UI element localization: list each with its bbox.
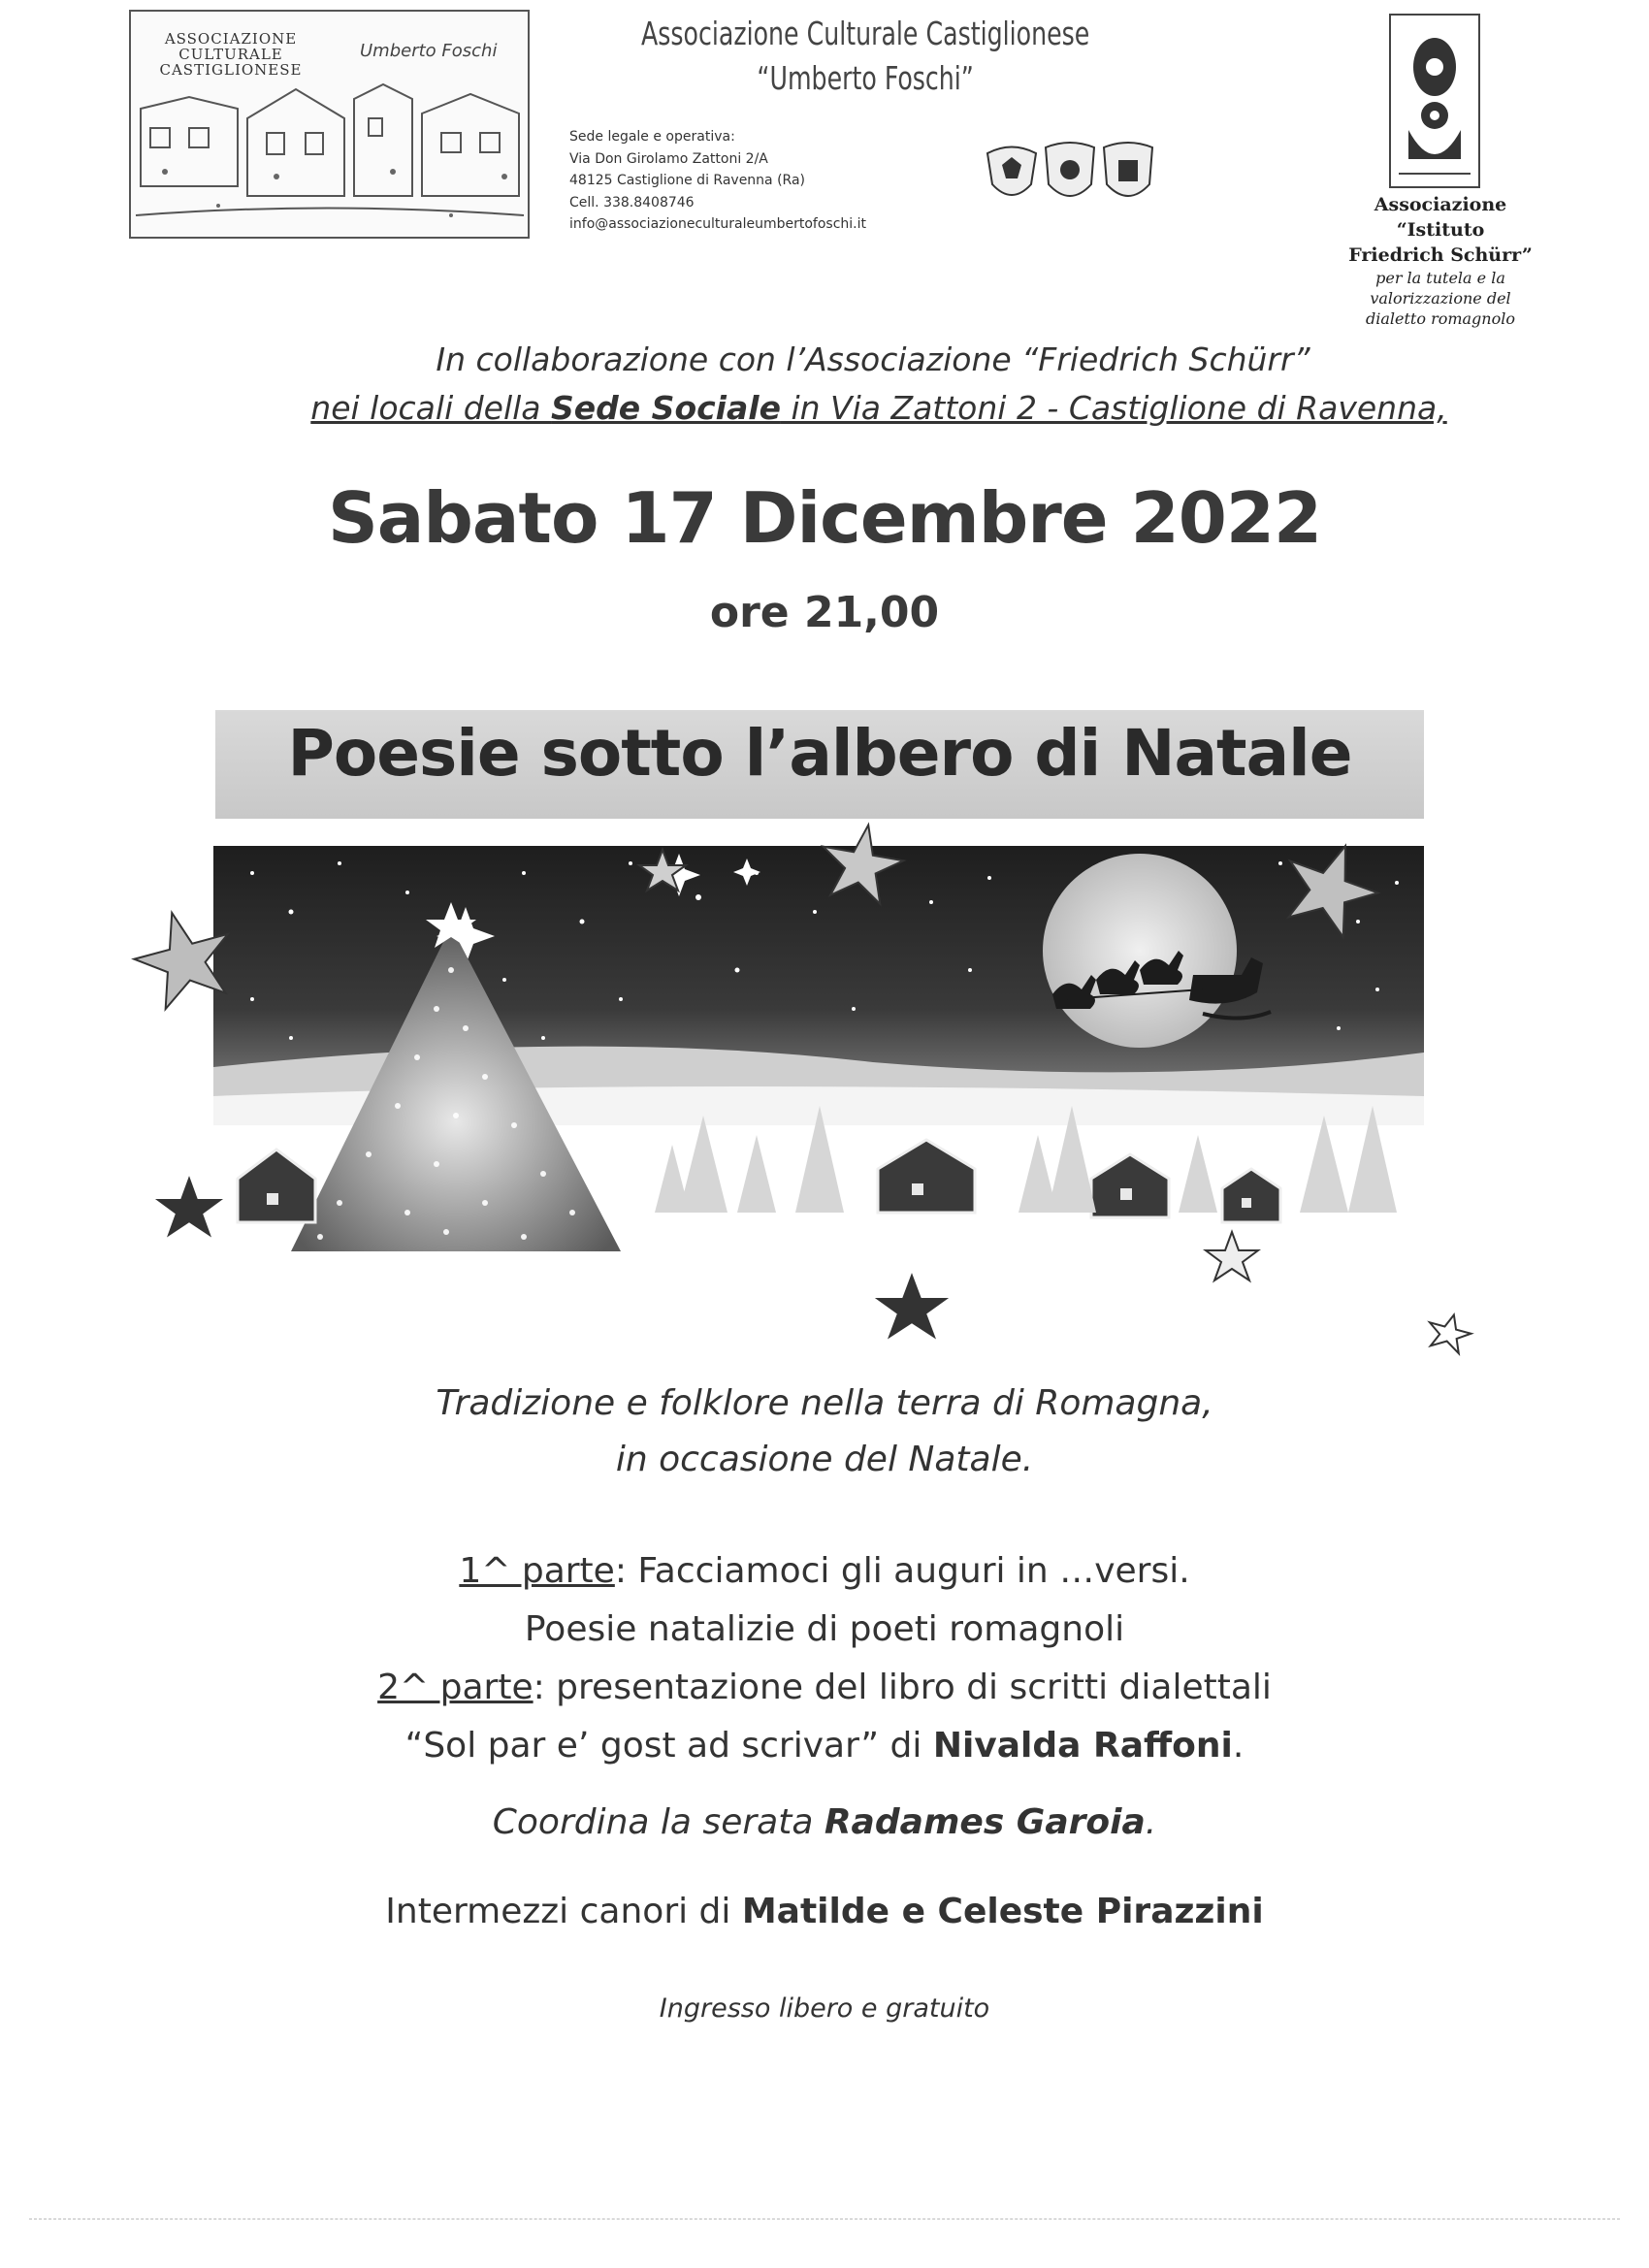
schurr-line: valorizzazione del bbox=[1370, 289, 1511, 308]
house-icon bbox=[1222, 1169, 1280, 1222]
decorative-star-icon bbox=[1424, 1310, 1474, 1355]
logo-umberto-foschi bbox=[129, 10, 530, 239]
part1-label: 1^ parte bbox=[459, 1551, 615, 1591]
tradition-note bbox=[0, 1376, 1649, 1488]
decorative-star-icon bbox=[878, 1276, 946, 1337]
interludes-text: Intermezzi canori di bbox=[385, 1892, 742, 1931]
program-parts bbox=[0, 1542, 1649, 1775]
collab-line1: In collaborazione con l’Associazione “Friedrich Schürr” bbox=[436, 340, 1310, 378]
collab-line2 bbox=[0, 384, 1649, 433]
tradition-line2: in occasione del Natale. bbox=[615, 1440, 1034, 1479]
collab-text: nei locali della bbox=[310, 389, 552, 427]
schurr-line: “Istituto bbox=[1396, 219, 1485, 241]
schurr-line: Associazione bbox=[1374, 194, 1507, 215]
association-name bbox=[569, 12, 1090, 101]
logo-signature: Umberto Foschi bbox=[360, 41, 498, 61]
part1-line bbox=[0, 1542, 1649, 1601]
decorative-star-icon bbox=[1206, 1232, 1258, 1280]
punctuation: . bbox=[1145, 1802, 1157, 1842]
tradition-line1: Tradizione e folklore nella terra di Romagna, bbox=[436, 1383, 1213, 1423]
schurr-association bbox=[1329, 192, 1552, 329]
part2-sub bbox=[0, 1717, 1649, 1775]
free-entry-note: Ingresso libero e gratuito bbox=[659, 1993, 990, 2024]
collab-venue: Sede Sociale bbox=[551, 389, 781, 427]
event-date: Sabato 17 Dicembre 2022 bbox=[327, 477, 1322, 559]
part1-text: : Facciamoci gli auguri in …versi. bbox=[614, 1551, 1190, 1591]
event-title: Poesie sotto l’albero di Natale bbox=[287, 716, 1352, 791]
event-time: ore 21,00 bbox=[709, 588, 940, 637]
punctuation: . bbox=[1232, 1726, 1245, 1766]
christmas-night-illustration bbox=[0, 805, 1649, 1358]
address-phone: Cell. 338.8408746 bbox=[569, 194, 695, 211]
schurr-crest-icon bbox=[1389, 14, 1480, 188]
address-email: info@associazioneculturaleumbertofoschi.it bbox=[569, 216, 867, 232]
part2-line bbox=[0, 1659, 1649, 1717]
interludes-line bbox=[0, 1892, 1649, 1931]
house-icon bbox=[238, 1150, 315, 1222]
address-line: 48125 Castiglione di Ravenna (Ra) bbox=[569, 173, 806, 188]
village-sketch-icon bbox=[131, 80, 529, 239]
schurr-line: Friedrich Schürr” bbox=[1348, 244, 1533, 266]
collaboration-note bbox=[0, 336, 1649, 433]
coord-text: Coordina la serata bbox=[492, 1802, 824, 1842]
schurr-line: dialetto romagnolo bbox=[1366, 309, 1515, 328]
address-line: Via Don Girolamo Zattoni 2/A bbox=[569, 150, 768, 167]
schurr-line: per la tutela e la bbox=[1375, 269, 1505, 287]
author-name: Nivalda Raffoni bbox=[932, 1726, 1233, 1766]
collab-text: in Via Zattoni 2 - Castiglione di Ravenna, bbox=[780, 389, 1447, 427]
part1-sub: Poesie natalizie di poeti romagnoli bbox=[524, 1609, 1125, 1649]
address-line: Sede legale e operativa: bbox=[569, 129, 735, 145]
coordinator-name: Radames Garoia bbox=[824, 1802, 1146, 1842]
association-name-line1: Associazione Culturale Castiglionese bbox=[640, 15, 1090, 52]
logo-assoc-text: ASSOCIAZIONE CULTURALE CASTIGLIONESE bbox=[159, 30, 303, 79]
association-name-line2: “Umberto Foschi” bbox=[757, 59, 974, 97]
part2-label: 2^ parte bbox=[377, 1668, 534, 1707]
moon bbox=[1043, 854, 1237, 1048]
house-icon bbox=[878, 1140, 975, 1213]
book-title: “Sol par e’ gost ad scrivar” di bbox=[404, 1726, 933, 1766]
singers-names: Matilde e Celeste Pirazzini bbox=[741, 1892, 1264, 1931]
decorative-star-icon bbox=[158, 1179, 220, 1235]
coordinator-line bbox=[0, 1802, 1649, 1842]
house-icon bbox=[1091, 1154, 1169, 1217]
part2-text: : presentazione del libro di scritti dialettali bbox=[533, 1668, 1272, 1707]
address-block bbox=[569, 126, 866, 236]
municipal-crests-icon bbox=[983, 136, 1157, 209]
